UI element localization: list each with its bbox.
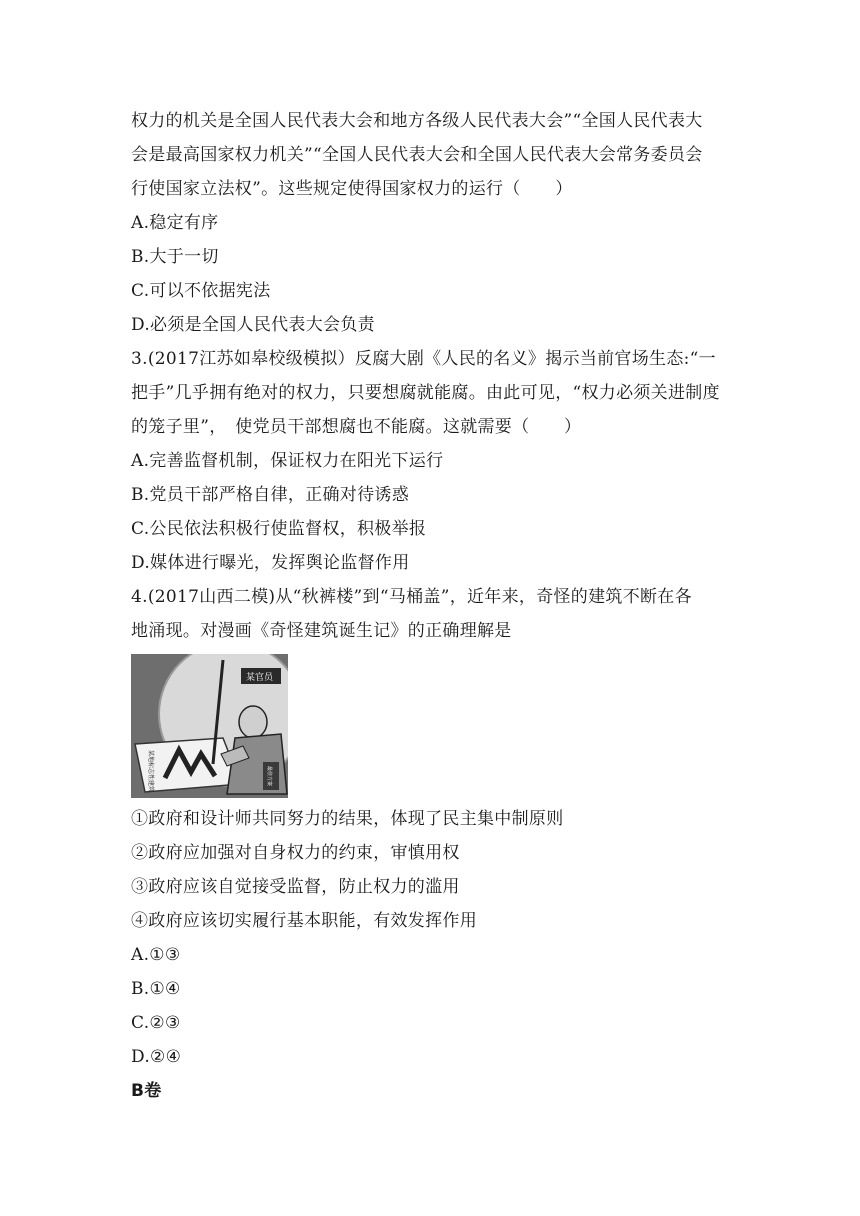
q2-stem-line-2: 会是最高国家权力机关”“全国人民代表大会和全国人民代表大会常务委员会	[131, 145, 703, 165]
cartoon-tag-label: 某官员	[246, 673, 274, 683]
q4-statement-3: ③政府应该自觉接受监督，防止权力的滥用	[131, 877, 460, 897]
cartoon-paper-label: 某地标志性建筑	[147, 750, 154, 793]
q3-option-c: C.公民依法积极行使监督权，积极举报	[131, 519, 427, 539]
q2-option-a: A.稳定有序	[131, 213, 219, 233]
cartoon-image	[131, 654, 288, 798]
q3-option-d: D.媒体进行曝光，发挥舆论监督作用	[131, 553, 410, 573]
q3-stem-line-2: 把手”几乎拥有绝对的权力，只要想腐就能腐。由此可见，“权力必须关进制度	[131, 383, 720, 403]
q2-option-b: B.大于一切	[131, 247, 219, 267]
q2-stem-line-3: 行使国家立法权”。这些规定使得国家权力的运行（ ）	[131, 179, 573, 199]
q3-stem-line-3: 的笼子里”， 使党员干部想腐也不能腐。这就需要（ ）	[131, 417, 582, 437]
q4-option-b: B.①④	[131, 979, 181, 999]
q4-statement-1: ①政府和设计师共同努力的结果，体现了民主集中制原则	[131, 809, 564, 829]
cartoon-badge-label: 最佳方案	[266, 766, 272, 787]
q4-stem-line-1: 4.(2017山西二模)从“秋裤楼”到“马桶盖”，近年来，奇怪的建筑不断在各	[131, 587, 692, 607]
q4-statement-4: ④政府应该切实履行基本职能，有效发挥作用	[131, 911, 477, 931]
q4-statement-2: ②政府应加强对自身权力的约束，审慎用权	[131, 843, 460, 863]
q2-stem-line-1: 权力的机关是全国人民代表大会和地方各级人民代表大会”“全国人民代表大	[131, 111, 703, 131]
q3-option-a: A.完善监督机制，保证权力在阳光下运行	[131, 451, 444, 471]
section-heading: B卷	[131, 1081, 162, 1101]
q2-option-d: D.必须是全国人民代表大会负责	[131, 315, 375, 335]
q4-option-c: C.②③	[131, 1013, 181, 1033]
q3-option-b: B.党员干部严格自律，正确对待诱惑	[131, 485, 409, 505]
q3-stem-line-1: 3.(2017江苏如皋校级模拟）反腐大剧《人民的名义》揭示当前官场生态:“一	[131, 349, 716, 369]
q4-option-a: A.①③	[131, 945, 181, 965]
q2-option-c: C.可以不依据宪法	[131, 281, 271, 301]
q4-stem-line-2: 地涌现。对漫画《奇怪建筑诞生记》的正确理解是	[131, 621, 512, 641]
q4-option-d: D.②④	[131, 1047, 182, 1067]
